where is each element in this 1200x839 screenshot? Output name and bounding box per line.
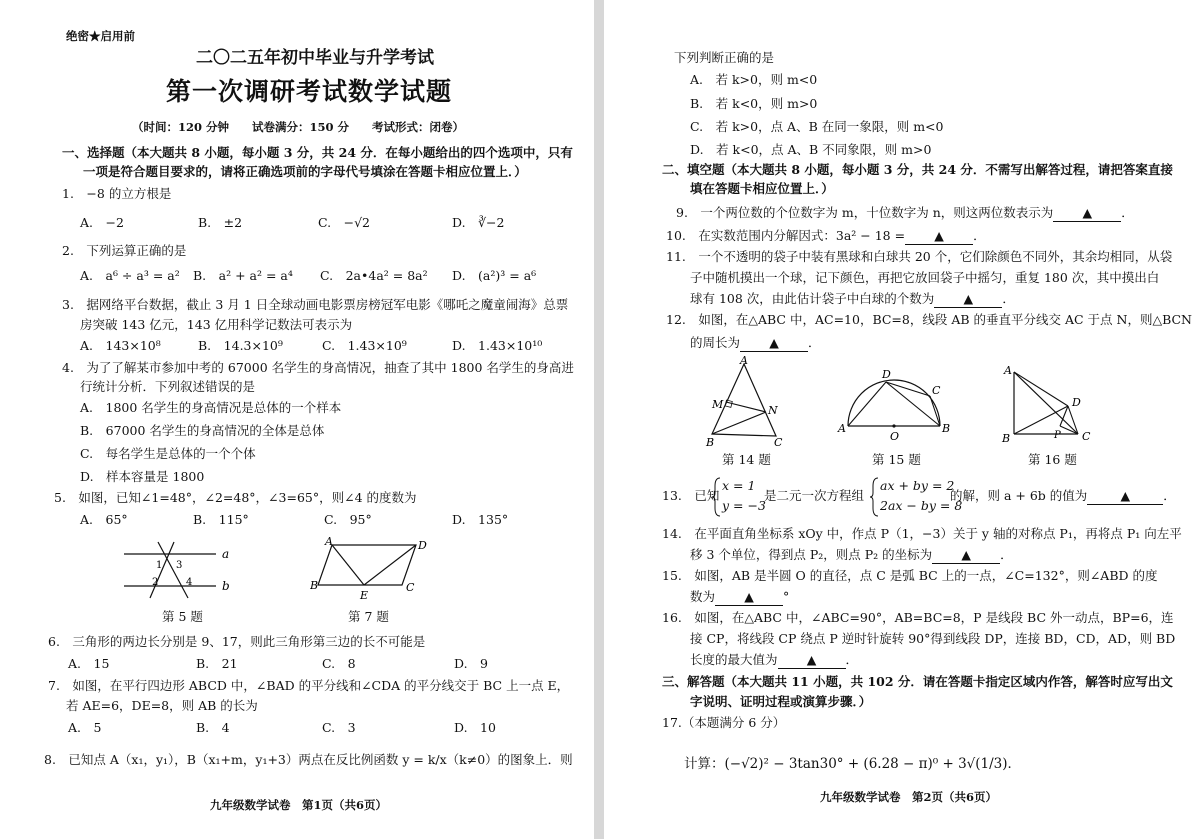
q2-option-b: B. a² + a² = a⁴ (193, 268, 293, 283)
q16-text: 长度的最大值为 (690, 652, 778, 667)
confidential-label: 绝密★启用前 (66, 29, 135, 43)
q4-option-d: D. 样本容量是 1800 (80, 469, 205, 484)
q8-option-a: A. 若 k>0，则 m<0 (690, 72, 818, 87)
fig15-label-c: C (932, 384, 941, 397)
fig16-label-d: D (1072, 396, 1081, 409)
q3-option-c: C. 1.43×10⁹ (322, 338, 407, 353)
q10-answer-blank: ▲ (905, 228, 973, 245)
q13-system1-eq2: y = −3 (722, 498, 766, 513)
question-13-end: 的解，则 a + 6b 的值为 ▲ ． (950, 488, 1176, 503)
q16-answer-blank: ▲ (778, 652, 846, 669)
question-3-line1: 3. 据网络平台数据，截止 3 月 1 日全球动画电影票房榜冠军电影《哪吒之魔童闹海》总票 (62, 297, 569, 312)
q5-option-c: C. 95° (324, 512, 372, 527)
fig5-angle-4: 4 (186, 577, 193, 588)
q13-text: 的解，则 a + 6b 的值为 (950, 488, 1088, 503)
fig14-label-c: C (774, 436, 783, 448)
q3-option-d: D. 1.43×10¹⁰ (452, 338, 543, 353)
question-17-expression: 计算：(−√2)² − 3tan30° + (6.28 − π)⁰ + 3√(1/3)． (684, 756, 1022, 772)
figure-7-parallelogram (310, 535, 434, 603)
q3-option-b: B. 14.3×10⁹ (198, 338, 283, 353)
fig15-label-o: O (890, 430, 900, 443)
fig5-angle-3: 3 (176, 560, 183, 571)
question-4-line1: 4. 为了了解某市参加中考的 67000 名学生的身高情况，抽查了其中 1800 名学生的身高进 (62, 360, 574, 375)
section1-header-line2: 一项是符合题目要求的，请将正确选项前的字母代号填涂在答题卡相应位置上．） (83, 164, 527, 179)
q13-answer-blank: ▲ (1087, 488, 1163, 505)
q9-text: 9. 一个两位数的个位数字为 m，十位数字为 n，则这两位数表示为 (676, 205, 1054, 220)
q2-option-a: A. a⁶ ÷ a³ = a² (80, 268, 180, 283)
question-14-line1: 14. 在平面直角坐标系 xOy 中，作点 P（1，−3）关于 y 轴的对称点 P₁，再将点 P₁ 向左平 (662, 526, 1182, 541)
fig14-label-m: M (712, 398, 724, 411)
fig14-label-a: A (740, 356, 748, 367)
section1-header-line1: 一、选择题（本大题共 8 小题，每小题 3 分，共 24 分．在每小题给出的四个选项中，只有 (62, 145, 573, 160)
question-11-line2: 子中随机摸出一个球，记下颜色，再把它放回袋子中摇匀，重复 180 次，其中摸出白 (690, 270, 1160, 285)
q13-system1-eq1: x = 1 (722, 478, 756, 493)
q9-answer-blank: ▲ (1053, 205, 1121, 222)
q8-option-b: B. 若 k<0，则 m>0 (690, 96, 818, 111)
question-16-line2: 接 CP，将线段 CP 绕点 P 逆时针旋转 90°得到线段 DP，连接 BD，CD，AD，则 BD (690, 631, 1176, 646)
question-12-line1: 12. 如图，在△ABC 中，AC=10，BC=8，线段 AB 的垂直平分线交 AC 于点 N，则△BCN (666, 312, 1192, 327)
question-16-line1: 16. 如图，在△ABC 中，∠ABC=90°，AB=BC=8，P 是线段 BC 外一动点，BP=6，连 (662, 610, 1174, 625)
q7-option-a: A. 5 (68, 720, 102, 735)
fig14-label-n: N (768, 404, 778, 417)
figure-15-caption: 第 15 题 (872, 452, 921, 467)
exam-page-1 (0, 0, 594, 839)
q8-option-c: C. 若 k>0，点 A、B 在同一象限，则 m<0 (690, 119, 944, 134)
fig7-label-e: E (360, 589, 369, 602)
fig15-label-b: B (942, 422, 951, 435)
question-8-cont: 下列判断正确的是 (674, 50, 775, 65)
q15-answer-blank: ▲ (715, 589, 783, 606)
q1-option-b: B. ±2 (198, 215, 243, 230)
question-2: 2. 下列运算正确的是 (62, 243, 187, 258)
question-14-line2: 移 3 个单位，得到点 P₂，则点 P₂ 的坐标为 ▲ ． (690, 547, 1013, 562)
question-8-line1: 8. 已知点 A（x₁，y₁），B（x₁+m，y₁+3）两点在反比例函数 y = k/x（k≠0）的图象上．则 (44, 752, 573, 767)
q13-brace-2 (870, 476, 880, 518)
section2-header-line2: 填在答题卡相应位置上．） (690, 181, 834, 196)
q6-option-a: A. 15 (68, 656, 110, 671)
q13-brace-1 (712, 476, 722, 518)
question-15-line2 (690, 589, 789, 606)
q4-option-b: B. 67000 名学生的身高情况的全体是总体 (80, 423, 325, 438)
question-6: 6. 三角形的两边长分别是 9、17，则此三角形第三边的长不可能是 (48, 634, 426, 649)
question-17-header: 17.（本题满分 6 分） (662, 715, 786, 730)
q13-system2-eq2: 2ax − by = 8 (880, 498, 963, 513)
q14-answer-blank: ▲ (932, 547, 1000, 564)
q8-option-d: D. 若 k<0，点 A、B 不同象限，则 m>0 (690, 142, 932, 157)
question-7-line2: 若 AE=6，DE=8，则 AB 的长为 (66, 698, 258, 713)
fig16-label-b: B (1002, 432, 1011, 445)
fig5-angle-1: 1 (156, 560, 163, 571)
exam-title-line1: 二〇二五年初中毕业与升学考试 (196, 48, 434, 68)
q13-middle-text: 是二元一次方程组 (764, 488, 865, 503)
q3-option-a: A. 143×10⁸ (80, 338, 161, 353)
exam-page-2 (604, 0, 1200, 839)
q12-answer-blank: ▲ (740, 335, 808, 352)
question-16-line3: 长度的最大值为 ▲ ． (690, 652, 859, 667)
q4-option-c: C. 每名学生是总体的一个个体 (80, 446, 256, 461)
figure-5-parallel-lines (118, 538, 238, 602)
exam-title-line2: 第一次调研考试数学试题 (166, 77, 453, 106)
question-3-line2: 房突破 143 亿元，143 亿用科学记数法可表示为 (80, 317, 353, 332)
q4-option-a: A. 1800 名学生的身高情况是总体的一个样本 (80, 400, 342, 415)
q6-option-d: D. 9 (454, 656, 489, 671)
fig15-label-d: D (882, 368, 891, 381)
exam-meta: （时间：120 分钟 试卷满分：150 分 考试形式：闭卷） (132, 120, 465, 134)
q12-text: 的周长为 (690, 335, 741, 350)
q15-degree-sign: ° (783, 589, 790, 604)
question-11-line1: 11. 一个不透明的袋子中装有黑球和白球共 20 个，它们除颜色不同外，其余均相同，从袋 (666, 249, 1173, 264)
question-11-line3: 球有 108 次，由此估计袋子中白球的个数为 ▲ ． (690, 291, 1015, 306)
question-7-line1: 7. 如图，在平行四边形 ABCD 中，∠BAD 的平分线和∠CDA 的平分线交于 BC 上一点 E， (48, 678, 570, 693)
q5-option-a: A. 65° (80, 512, 128, 527)
q5-option-d: D. 135° (452, 512, 509, 527)
page1-footer: 九年级数学试卷 第1页（共6页） (210, 798, 388, 812)
figure-16-triangle (1000, 364, 1104, 446)
section3-header-line1: 三、解答题（本大题共 11 小题，共 102 分．请在答题卡指定区域内作答，解答时应写出文 (662, 674, 1173, 689)
q11-answer-blank: ▲ (934, 291, 1002, 308)
fig16-label-p: P (1054, 430, 1061, 441)
fig5-label-a: a (222, 547, 230, 561)
fig14-label-b: B (706, 436, 715, 448)
q15-text: 数为 (690, 589, 716, 604)
figure-14-triangle (704, 356, 794, 448)
fig5-angle-2: 2 (152, 577, 159, 588)
question-15-line1: 15. 如图，AB 是半圆 O 的直径，点 C 是弧 BC 上的一点，∠C=132°，则∠ABD 的度 (662, 568, 1158, 583)
figure-14-caption: 第 14 题 (722, 452, 771, 467)
q10-text: 10. 在实数范围内分解因式：3a² − 18 = (666, 228, 906, 243)
q14-text: 移 3 个单位，得到点 P₂，则点 P₂ 的坐标为 (690, 547, 933, 562)
q2-option-d: D. (a²)³ = a⁶ (452, 268, 537, 283)
q7-option-b: B. 4 (196, 720, 230, 735)
question-12-line2: 的周长为 ▲ ． (690, 335, 821, 350)
question-1: 1. −8 的立方根是 (62, 186, 172, 201)
q5-option-b: B. 115° (193, 512, 249, 527)
question-10: 10. 在实数范围内分解因式：3a² − 18 = ▲ ． (666, 228, 986, 243)
fig7-label-a: A (325, 535, 333, 548)
fig16-label-a: A (1004, 364, 1012, 377)
q13-system2-eq1: ax + by = 2 (880, 478, 955, 493)
q1-option-c: C. −√2 (318, 215, 370, 230)
section2-header-line1: 二、填空题（本大题共 8 小题，每小题 3 分，共 24 分．不需写出解答过程，请把答案直接 (662, 162, 1173, 177)
q2-option-c: C. 2a•4a² = 8a² (320, 268, 428, 283)
fig5-label-b: b (222, 579, 230, 593)
fig16-label-c: C (1082, 430, 1091, 443)
question-4-line2: 行统计分析．下列叙述错误的是 (80, 379, 256, 394)
page2-footer: 九年级数学试卷 第2页（共6页） (820, 790, 998, 804)
q7-option-d: D. 10 (454, 720, 496, 735)
figure-16-caption: 第 16 题 (1028, 452, 1077, 467)
q7-option-c: C. 3 (322, 720, 356, 735)
q1-option-d: D. ∛−2 (452, 215, 505, 230)
question-13-intro: 13. 已知 (662, 488, 720, 503)
figure-7-caption: 第 7 题 (348, 609, 389, 624)
question-9: 9. 一个两位数的个位数字为 m，十位数字为 n，则这两位数表示为 ▲ ． (676, 205, 1134, 220)
q6-option-b: B. 21 (196, 656, 238, 671)
figure-15-semicircle (836, 366, 952, 444)
q6-option-c: C. 8 (322, 656, 356, 671)
question-5: 5. 如图，已知∠1=48°，∠2=48°，∠3=65°，则∠4 的度数为 (54, 490, 417, 505)
section3-header-line2: 字说明、证明过程或演算步骤．） (690, 694, 872, 709)
figure-5-caption: 第 5 题 (162, 609, 203, 624)
q1-option-a: A. −2 (80, 215, 124, 230)
fig7-label-c: C (406, 581, 415, 594)
fig7-label-d: D (418, 539, 427, 552)
q11-text: 球有 108 次，由此估计袋子中白球的个数为 (690, 291, 935, 306)
fig15-label-a: A (838, 422, 846, 435)
fig7-label-b: B (310, 579, 319, 592)
